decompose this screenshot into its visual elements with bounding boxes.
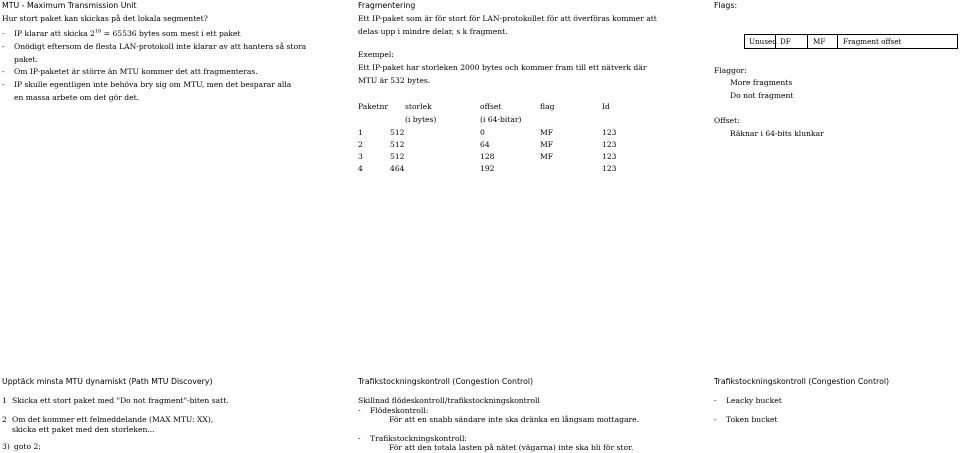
mtu-bullet-4: - IP skulle egentligen inte behöva bry sig om MTU, men det besparar alla	[2, 80, 292, 89]
table-cell: 3	[358, 152, 363, 161]
congestion-title-middle: Trafikstockningskontroll (Congestion Control)	[358, 377, 534, 386]
table-cell: 123	[602, 128, 617, 137]
field-divider	[807, 35, 808, 48]
leaky-bucket-item: - Leacky bucket	[714, 396, 782, 405]
difference-heading: Skillnad flödeskontroll/trafikstockningskontroll	[358, 396, 540, 405]
table-unit: (i 64-bitar)	[480, 115, 522, 124]
mtu-bullet-3: - Om IP-paketet är större än MTU kommer det att fragmenteras.	[2, 67, 258, 76]
table-cell: 512	[390, 128, 405, 137]
table-cell: 64	[480, 140, 490, 149]
offset-text: Räknar i 64-bits klunkar	[730, 129, 824, 138]
fragmentering-p1-line1: Ett IP-paket som är för stort för LAN-protokollet för att överföras kommer att	[358, 14, 657, 23]
table-cell: MF	[540, 128, 554, 137]
mtu-bullet-2: - Onödigt eftersom de flesta LAN-protokoll inte klarar av att hantera så stora	[2, 42, 307, 51]
table-cell: 123	[602, 152, 617, 161]
path-mtu-title: Upptäck minsta MTU dynamiskt (Path MTU Discovery)	[2, 377, 213, 386]
example-label: Exempel:	[358, 50, 394, 59]
table-cell: MF	[540, 140, 554, 149]
flag-do-not-fragment: Do not fragment	[730, 91, 794, 100]
mtu-subtitle: Hur stort paket kan skickas på det lokala segmentet?	[2, 14, 208, 23]
table-header: flag	[540, 102, 555, 111]
field-df: DF	[780, 37, 791, 46]
table-header: Id	[602, 102, 610, 111]
table-cell: 512	[390, 140, 405, 149]
fragmentering-p1-line2: delas upp i mindre delar, s k fragment.	[358, 27, 508, 36]
table-header: offset	[480, 102, 502, 111]
table-cell: 123	[602, 140, 617, 149]
field-unused: Unused	[749, 37, 777, 46]
table-cell: 0	[480, 128, 485, 137]
field-mf: MF	[813, 37, 826, 46]
table-cell: 192	[480, 164, 495, 173]
field-divider	[837, 35, 838, 48]
table-cell: 464	[390, 164, 405, 173]
field-divider	[775, 35, 776, 48]
table-cell: 2	[358, 140, 363, 149]
flow-control-label: - Flödeskontroll:	[358, 406, 429, 415]
example-line1: Ett IP-paket har storleken 2000 bytes och kommer fram till ett nätverk där	[358, 63, 647, 72]
table-cell: 512	[390, 152, 405, 161]
mtu-bullet-4-cont: en massa arbete om det gör det.	[14, 93, 140, 102]
table-cell: 4	[358, 164, 363, 173]
table-header: storlek	[405, 102, 432, 111]
flow-control-text: För att en snabb sändare inte ska dränka en långsam mottagare.	[389, 415, 640, 424]
step-2-cont: skicka ett paket med den storleken...	[12, 425, 155, 434]
table-unit: (i bytes)	[405, 115, 437, 124]
example-line2: MTU är 532 bytes.	[358, 76, 431, 85]
congestion-title-right: Trafikstockningskontroll (Congestion Control)	[714, 377, 890, 386]
mtu-bullet-2-cont: paket.	[14, 55, 38, 64]
flaggor-label: Flaggor:	[714, 66, 747, 75]
ip-flags-field-diagram	[744, 34, 958, 49]
step-3: 3) goto 2;	[2, 442, 41, 451]
mtu-title: MTU - Maximum Transmission Unit	[2, 1, 137, 10]
flags-title: Flags:	[714, 1, 738, 10]
table-header: Paketnr	[358, 102, 388, 111]
table-cell: 123	[602, 164, 617, 173]
congestion-control-label: - Trafikstockningskontroll:	[358, 434, 467, 443]
table-cell: 1	[358, 128, 363, 137]
mtu-bullet-1: - IP klarar att skicka $2^{16} = 65536$ bytes som mest i ett paket	[2, 28, 241, 38]
offset-label: Offset:	[714, 116, 740, 125]
table-cell: 128	[480, 152, 495, 161]
congestion-control-text: För att den totala lasten på nätet (vägarna) inte ska bli för stor.	[389, 443, 634, 452]
flag-more-fragments: More fragments	[730, 78, 793, 87]
fragmentering-title: Fragmentering	[358, 1, 416, 10]
table-cell: MF	[540, 152, 554, 161]
step-1: 1 Skicka ett stort paket med "Do not fragment"-biten satt.	[2, 396, 229, 405]
token-bucket-item: - Token bucket	[714, 415, 778, 424]
step-2: 2 Om det kommer ett felmeddelande (MAX MTU: XX),	[2, 415, 214, 424]
field-fragment-offset: Fragment offset	[843, 37, 902, 46]
